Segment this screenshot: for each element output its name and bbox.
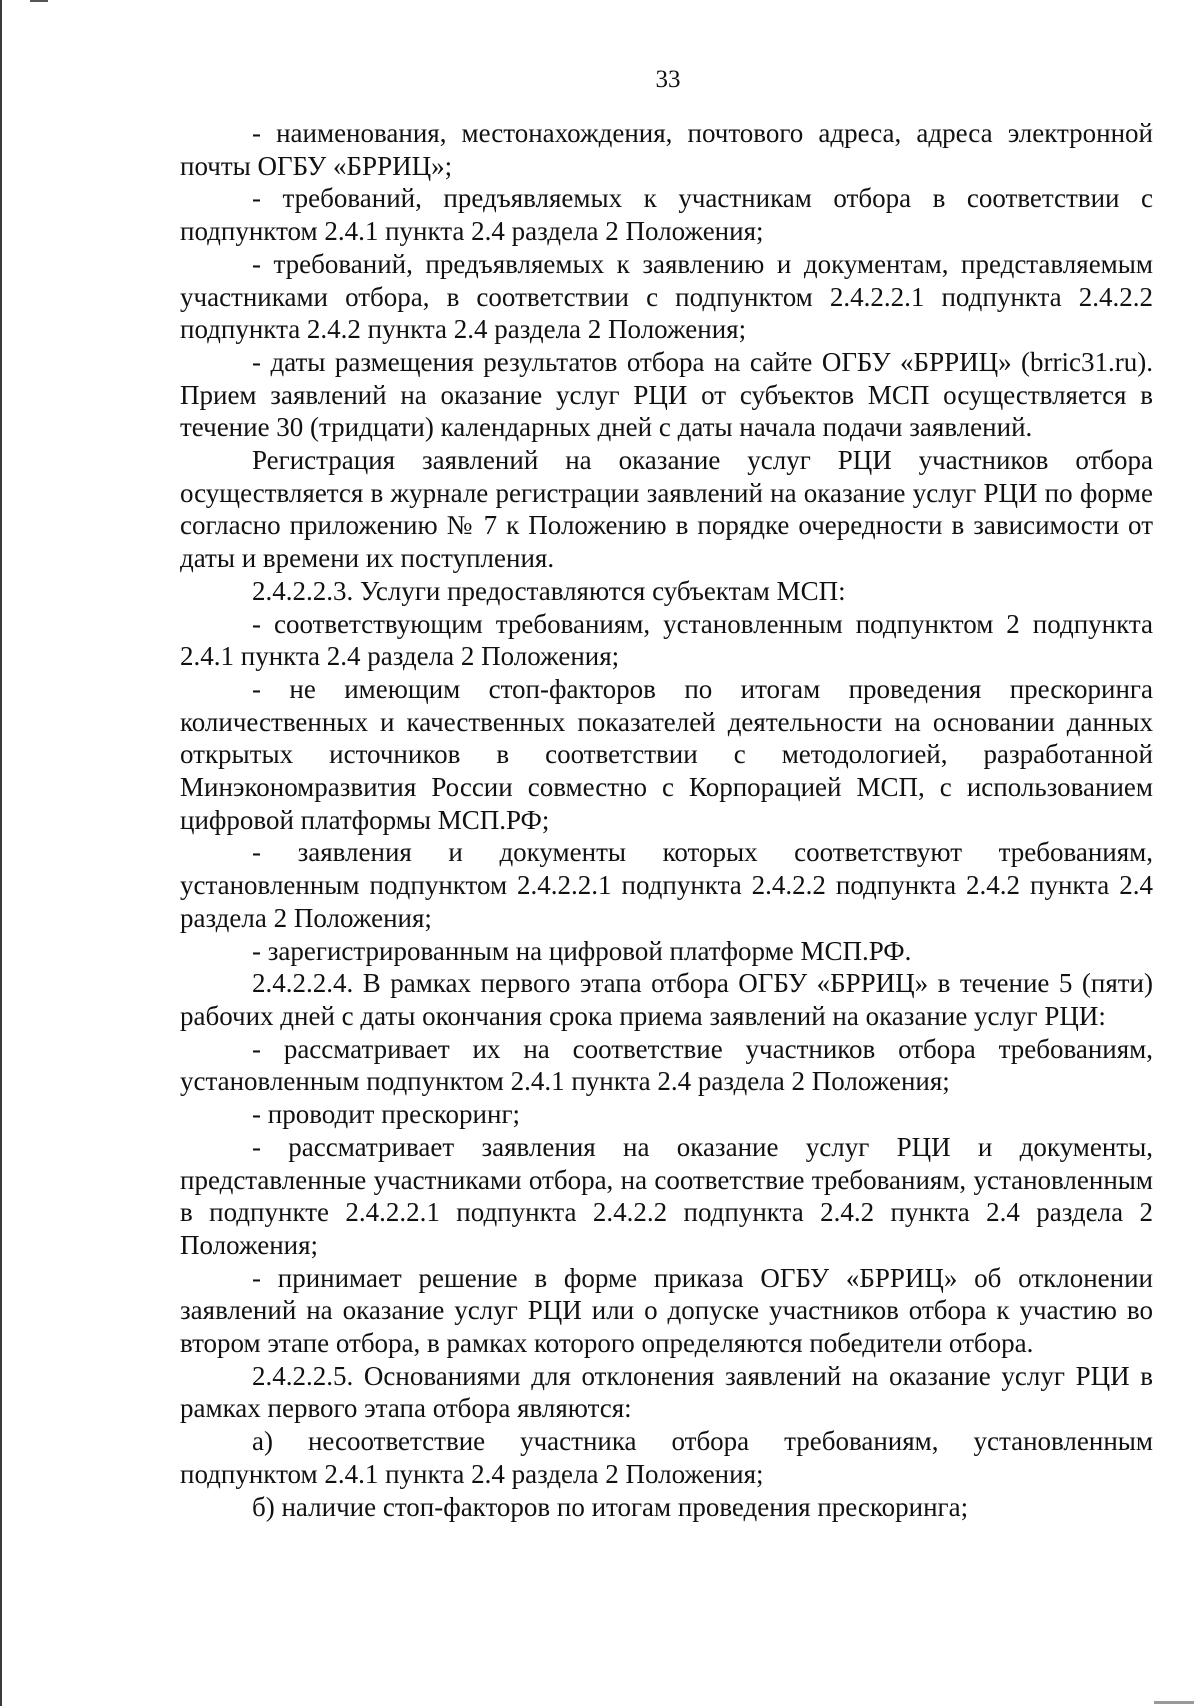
paragraph: - требований, предъявляемых к заявлению и документам, представляемым участниками отбора, в соответствии с подпунктом 2.4.2.2.1 подпункта 2.4.2.2 подпункта 2.4.2 пункта 2.4 раздела 2 Положения; [180,248,1153,345]
paragraph: - не имеющим стоп-факторов по итогам проведения прескоринга количественных и качественных показателей деятельности на основании данных открытых источников в соответствии с методологией, разработанной Минэкономразвития России совместно с Корпорацией МСП, с использованием цифровой платформы МСП.РФ; [180,673,1153,835]
scan-corner-mark [1154,1701,1194,1704]
paragraph: - проводит прескоринг; [252,1099,521,1130]
paragraph: а) несоответствие участника отбора требованиям, установленным подпунктом 2.4.1 пункта 2.4 раздела 2 Положения; [180,1426,1153,1489]
paragraph: - зарегистрированным на цифровой платформе МСП.РФ. [252,935,912,966]
paragraph: - требований, предъявляемых к участникам отбора в соответствии с подпунктом 2.4.1 пункта 2.4 раздела 2 Положения; [180,183,1153,247]
page-number: 33 [655,66,681,93]
paragraph: - даты размещения результатов отбора на сайте ОГБУ «БРРИЦ» (brric31.ru). Прием заявлений на оказание услуг РЦИ от субъектов МСП осуществляется в течение 30 (тридцати) календарных дней с даты начала подачи заявлений. [180,346,1153,443]
paragraph: Регистрация заявлений на оказание услуг РЦИ участников отбора осуществляется в журнале регистрации заявлений на оказание услуг РЦИ по форме согласно приложению № 7 к Положению в порядке очередности в зависимости от даты и времени их поступления. [180,445,1153,574]
paragraph: б) наличие стоп-факторов по итогам проведения прескоринга; [252,1491,969,1522]
paragraph: - наименования, местонахождения, почтового адреса, адреса электронной почты ОГБУ «БРРИЦ»; [180,118,1153,181]
paragraph: 2.4.2.2.4. В рамках первого этапа отбора ОГБУ «БРРИЦ» в течение 5 (пяти) рабочих дней с даты окончания срока приема заявлений на оказание услуг РЦИ: [180,968,1153,1031]
paragraph: 2.4.2.2.5. Основаниями для отклонения заявлений на оказание услуг РЦИ в рамках первого этапа отбора являются: [180,1360,1153,1424]
paragraph: 2.4.2.2.3. Услуги предоставляются субъектам МСП: [252,575,846,606]
paragraph: - принимает решение в форме приказа ОГБУ «БРРИЦ» об отклонении заявлений на оказание услуг РЦИ или о допуске участников отбора к участию во втором этапе отбора, в рамках которого определяются победители отбора. [180,1262,1153,1359]
paragraph: - рассматривает заявления на оказание услуг РЦИ и документы, представленные участниками отбора, на соответствие требованиям, установленным в подпункте 2.4.2.2.1 подпункта 2.4.2.2 подпункта 2.4.2 пункта 2.4 раздела 2 Положения; [180,1131,1153,1260]
paragraph: - заявления и документы которых соответствуют требованиям, установленным подпунктом 2.4.2.2.1 подпункта 2.4.2.2 подпункта 2.4.2 пункта 2.4 раздела 2 Положения; [180,837,1153,933]
paragraph: - соответствующим требованиям, установленным подпунктом 2 подпункта 2.4.1 пункта 2.4 раздела 2 Положения; [180,608,1153,672]
scan-top-mark [30,0,48,2]
scan-left-edge [0,0,2,1706]
paragraph: - рассматривает их на соответствие участников отбора требованиям, установленным подпунктом 2.4.1 пункта 2.4 раздела 2 Положения; [180,1033,1153,1097]
document-body [180,117,1153,1523]
